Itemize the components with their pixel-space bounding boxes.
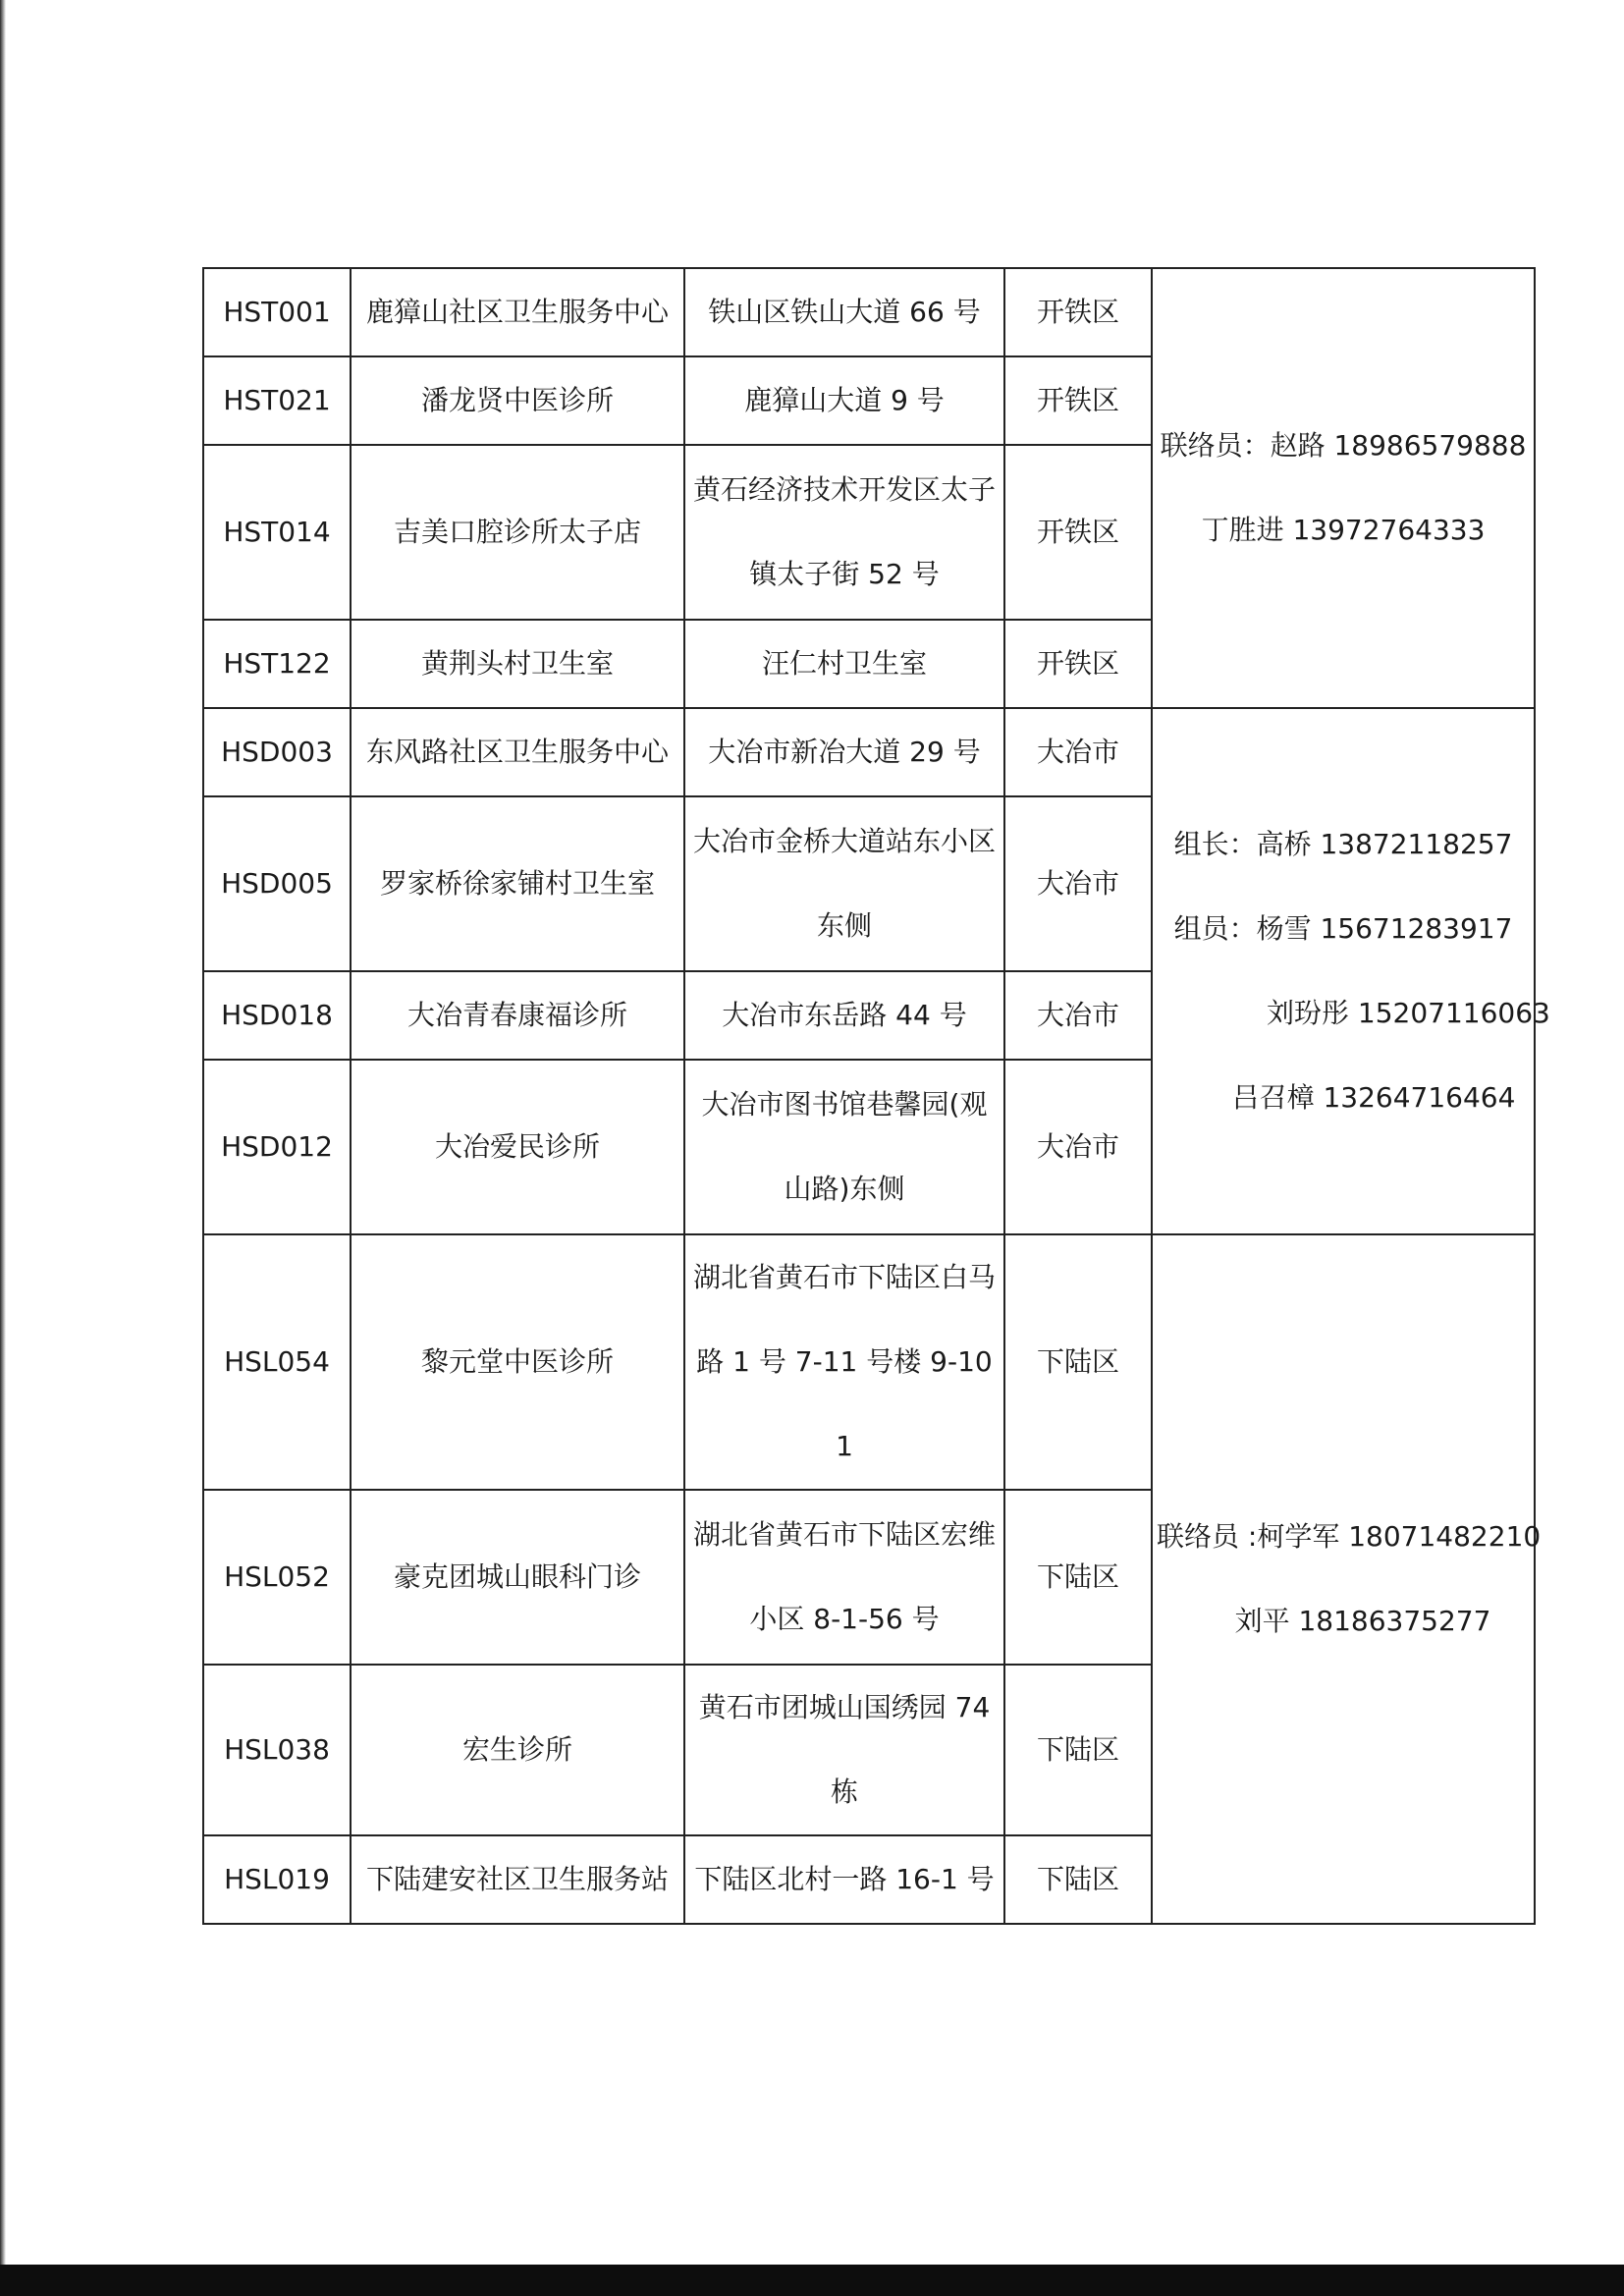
institution-district: 开铁区 <box>1004 268 1152 356</box>
institution-address: 大冶市东岳路 44 号 <box>684 971 1004 1060</box>
institution-name: 潘龙贤中医诊所 <box>351 356 684 445</box>
institution-address: 汪仁村卫生室 <box>684 620 1004 708</box>
institution-address: 黄石经济技术开发区太子镇太子街 52 号 <box>684 445 1004 620</box>
institution-code: HSL019 <box>203 1835 351 1924</box>
institution-address: 鹿獐山大道 9 号 <box>684 356 1004 445</box>
institution-code: HST122 <box>203 620 351 708</box>
scan-edge-bottom <box>0 2265 1624 2296</box>
contact-cell-kaitie <box>1152 268 1535 708</box>
institution-name: 鹿獐山社区卫生服务中心 <box>351 268 684 356</box>
institution-name: 豪克团城山眼科门诊 <box>351 1490 684 1665</box>
contact-line: 刘玢彤 15207116063 <box>1267 997 1550 1029</box>
institution-district: 开铁区 <box>1004 445 1152 620</box>
institution-district: 大冶市 <box>1004 971 1152 1060</box>
institution-address: 下陆区北村一路 16-1 号 <box>684 1835 1004 1924</box>
institution-address: 大冶市图书馆巷馨园(观山路)东侧 <box>684 1060 1004 1234</box>
institution-address: 黄石市团城山国绣园 74 栋 <box>684 1665 1004 1835</box>
institution-district: 大冶市 <box>1004 1060 1152 1234</box>
institution-district: 开铁区 <box>1004 620 1152 708</box>
institution-name: 宏生诊所 <box>351 1665 684 1835</box>
institution-address: 铁山区铁山大道 66 号 <box>684 268 1004 356</box>
table-row <box>203 1234 1535 1490</box>
institution-name: 大冶爱民诊所 <box>351 1060 684 1234</box>
institution-code: HSD012 <box>203 1060 351 1234</box>
institution-address: 湖北省黄石市下陆区宏维小区 8-1-56 号 <box>684 1490 1004 1665</box>
institution-code: HSL038 <box>203 1665 351 1835</box>
contact-line: 联络员 :柯学军 18071482210 <box>1157 1520 1542 1553</box>
institution-district: 下陆区 <box>1004 1835 1152 1924</box>
scan-edge-left <box>0 0 6 2296</box>
institution-code: HSL052 <box>203 1490 351 1665</box>
institution-table <box>202 267 1550 1925</box>
table-row <box>203 268 1535 356</box>
institution-code: HSD018 <box>203 971 351 1060</box>
institution-code: HSD003 <box>203 708 351 796</box>
institution-code: HST001 <box>203 268 351 356</box>
institution-code: HST014 <box>203 445 351 620</box>
institution-name: 下陆建安社区卫生服务站 <box>351 1835 684 1924</box>
contact-line: 联络员：赵路 18986579888 <box>1160 429 1527 462</box>
institution-district: 下陆区 <box>1004 1490 1152 1665</box>
institution-name: 大冶青春康福诊所 <box>351 971 684 1060</box>
institution-name: 吉美口腔诊所太子店 <box>351 445 684 620</box>
institution-district: 下陆区 <box>1004 1665 1152 1835</box>
institution-address: 大冶市金桥大道站东小区东侧 <box>684 796 1004 971</box>
institution-address: 大冶市新冶大道 29 号 <box>684 708 1004 796</box>
institution-district: 大冶市 <box>1004 708 1152 796</box>
institution-district: 下陆区 <box>1004 1234 1152 1490</box>
institution-name: 黄荆头村卫生室 <box>351 620 684 708</box>
contact-cell-xialu <box>1152 1234 1542 1924</box>
contact-line: 组长：高桥 13872118257 <box>1173 828 1513 860</box>
institution-district: 开铁区 <box>1004 356 1152 445</box>
contact-cell-daye <box>1152 708 1550 1234</box>
table-row <box>203 708 1535 796</box>
institution-name: 罗家桥徐家铺村卫生室 <box>351 796 684 971</box>
contact-line: 吕召樟 13264716464 <box>1231 1081 1516 1114</box>
contact-line: 刘平 18186375277 <box>1234 1605 1491 1637</box>
institution-name: 黎元堂中医诊所 <box>351 1234 684 1490</box>
institution-code: HSL054 <box>203 1234 351 1490</box>
institution-code: HSD005 <box>203 796 351 971</box>
institution-code: HST021 <box>203 356 351 445</box>
contact-line: 组员：杨雪 15671283917 <box>1173 912 1513 945</box>
contact-line: 丁胜进 13972764333 <box>1201 514 1486 546</box>
institution-district: 大冶市 <box>1004 796 1152 971</box>
institution-address: 湖北省黄石市下陆区白马路 1 号 7-11 号楼 9-101 <box>684 1234 1004 1490</box>
institution-name: 东风路社区卫生服务中心 <box>351 708 684 796</box>
